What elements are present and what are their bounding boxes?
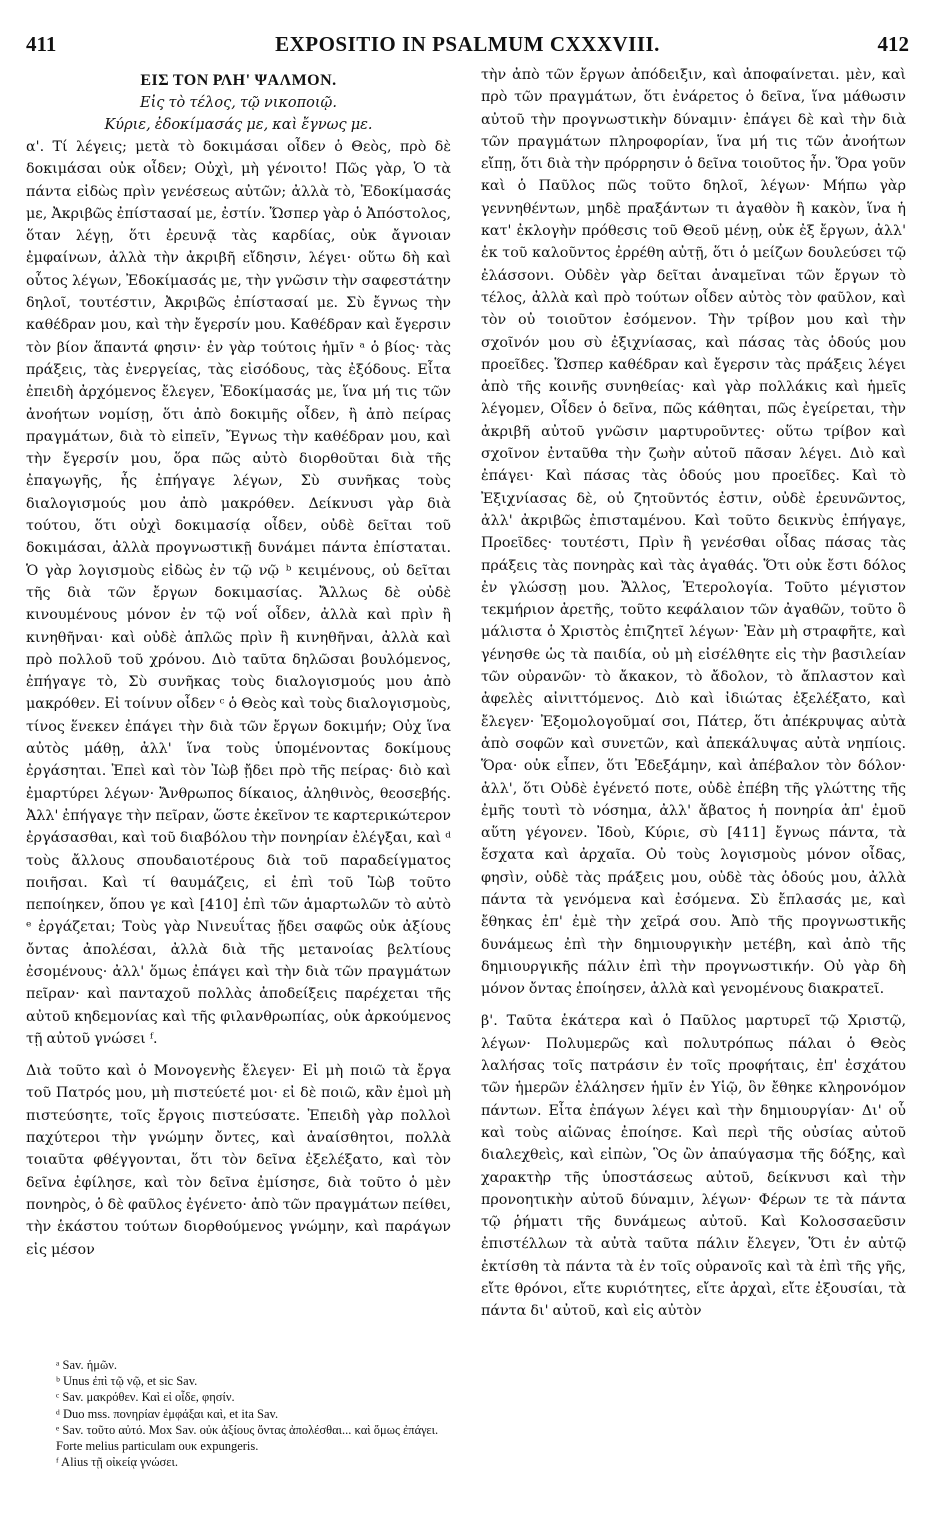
footnote: ᵇ Unus ἐπὶ τῷ νῷ, et sic Sav.	[56, 1374, 198, 1389]
commentary-paragraph: Διὰ τοῦτο καὶ ὁ Μονογενὴς ἔλεγεν· Εἰ μὴ ποιῶ τὰ ἔργα τοῦ Πατρός μου, μὴ πιστεύετέ μοι· εἰ δὲ ποιῶ, κἂν ἐμοὶ μὴ πιστεύσητε, τοῖς ἔργοις πιστεύσατε. Ἐπειδὴ γὰρ πολλοὶ παχύτεροι τὴν γνώμην ὄντες, καὶ ἀναίσθητοι, πολλὰ τοιαῦτα φθέγγονται, ὅτι τὸν δεῖνα ἐξελέξατο, καὶ τὸν δεῖνα ἐφίλησε, καὶ τὸν δεῖνα ἐμίσησε, διὰ τοῦτο ὁ μὲν πονηρὸς, ὁ δὲ φαῦλος ἐγένετο· ἀπὸ τῶν πραγμάτων πείθει, τὴν ἑκάστου τούτων διορθούμενος γνώμην, καὶ παράγων εἰς μέσον	[26, 1063, 451, 1258]
page-number-left: 411	[26, 32, 57, 56]
right-column	[481, 64, 906, 1323]
footnote: ᶠ Alius τῇ οἰκείᾳ γνώσει.	[56, 1455, 179, 1470]
psalm-title: ΕΙΣ ΤΟΝ ΡΛΗ' ΨΑΛΜΟΝ.	[140, 72, 337, 89]
running-header	[26, 32, 909, 58]
psalm-verse: Κύριε, ἐδοκίμασάς με, καὶ ἔγνως με.	[104, 117, 373, 133]
running-title: EXPOSITIO IN PSALMUM CXXXVIII.	[275, 32, 660, 56]
footnotes	[56, 1357, 456, 1470]
commentary-paragraph: β'. Ταῦτα ἑκάτερα καὶ ὁ Παῦλος μαρτυρεῖ τῷ Χριστῷ, λέγων· Πολυμερῶς καὶ πολυτρόπως πάλαι ὁ Θεὸς λαλήσας τοῖς πατράσιν ἐν τοῖς προφήταις, ἐπ' ἐσχάτου τῶν ἡμερῶν ἐλάλησεν ἡμῖν ἐν Υἱῷ, ὃν ἔθηκε κληρονόμον πάντων. Εἶτα ἐπάγων λέγει καὶ τὴν δημιουργίαν· Δι' οὗ καὶ τοὺς αἰῶνας ἐποίησε. Καὶ περὶ τῆς οὐσίας αὐτοῦ διαλεχθεὶς, καὶ εἰπὼν, Ὃς ὢν ἀπαύγασμα τῆς δόξης, καὶ χαρακτὴρ τῆς ὑποστάσεως αὐτοῦ, δείκνυσι καὶ τὴν προνοητικὴν αὐτοῦ δύναμιν, λέγων· Φέρων τε τὰ πάντα τῷ ῥήματι τῆς δυνάμεως αὐτοῦ. Καὶ Κολοσσαεῦσιν ἐπιστέλλων τὰ αὐτὰ ταῦτα πάλιν ἔλεγεν, Ὅτι ἐν αὐτῷ ἐκτίσθη τὰ πάντα τὰ ἐν τοῖς οὐρανοῖς καὶ τὰ ἐπὶ τῆς γῆς, εἴτε θρόνοι, εἴτε κυριότητες, εἴτε ἀρχαὶ, εἴτε ἐξουσίαι, τὰ πάντα δι' αὐτοῦ, καὶ εἰς αὐτὸν	[481, 1013, 906, 1320]
footnote: ᵃ Sav. ἡμῶν.	[56, 1358, 117, 1372]
commentary-paragraph: α'. Τί λέγεις; μετὰ τὸ δοκιμάσαι οἶδεν ὁ Θεὸς, πρὸ δὲ δοκιμάσαι οὐκ οἶδεν; Οὐχὶ, μὴ γένοιτο! Πῶς γὰρ, Ὁ τὰ πάντα εἰδὼς πρὶν γενέσεως αὐτῶν; ἀλλὰ τὸ, Ἐδοκίμασάς με, Ἀκριβῶς ἐπίστασαί με, ἐστίν. Ὥσπερ γὰρ ὁ Ἀπόστολος, ὅταν λέγῃ, ὅτι ἐρευνᾷ τὰς καρδίας, οὐκ ἄγνοιαν ἐμφαίνων, ἀλλὰ τὴν ἀκριβῆ εἴδησιν, λέγει· οὕτω δὴ καὶ οὗτος λέγων, Ἐδοκίμασάς με, τὴν γνῶσιν τὴν σαφεστάτην δηλοῖ, τουτέστιν, Ἀκριβῶς ἐπίστασαί με. Σὺ ἔγνως τὴν καθέδραν μου, καὶ τὴν ἔγερσίν μου. Καθέδραν καὶ ἔγερσιν τὸν βίον ἅπαντά φησιν· ἐν γὰρ τούτοις ἡμῖν ᵃ ὁ βίος· τὰς πράξεις, τὰς ἐνεργείας, τὰς εἰσόδους, τὰς ἐξόδους. Εἶτα ἐπειδὴ ἀρχόμενος ἔλεγεν, Ἐδοκίμασάς με, ἵνα μή τις τῶν ἀνοήτων νομίσῃ, ὅτι ἀπὸ δοκιμῆς οἶδεν, ἢ ἀπὸ πείρας πραγμάτων, διὰ τὸ εἰπεῖν, Ἔγνως τὴν καθέδραν μου, καὶ τὴν ἔγερσίν μου, ὅρα πῶς αὐτὸ διορθοῦται διὰ τῆς ἐπαγωγῆς, ἧς ἐπήγαγε λέγων, Σὺ συνῆκας τοὺς διαλογισμούς μου ἀπὸ μακρόθεν. Δείκνυσι γὰρ διὰ τούτου, ὅτι οὐχὶ δοκιμασίᾳ οἶδεν, οὐδὲ δεῖται τοῦ δοκιμάσαι, ἀλλὰ προγνωστικῇ δυνάμει πάντα ἐπίσταται. Ὁ γὰρ λογισμοὺς εἰδὼς ἐν τῷ νῷ ᵇ κειμένους, οὐ δεῖται τῆς διὰ τῶν ἔργων δοκιμασίας. Ἄλλως δὲ οὐδὲ κινουμένους μόνον ἐν τῷ νοΐ οἶδεν, ἀλλὰ καὶ πρὶν ἢ κινηθῆναι· καὶ οὐδὲ ἁπλῶς πρὶν ἢ κινηθῆναι, ἀλλὰ καὶ πρὸ πολλοῦ τοῦ χρόνου. Διὸ ταῦτα δηλῶσαι βουλόμενος, ἐπήγαγε τὸ, Σὺ συνῆκας τοὺς διαλογισμούς μου ἀπὸ μακρόθεν. Εἰ τοίνυν οἶδεν ᶜ ὁ Θεὸς καὶ τοὺς διαλογισμοὺς, τίνος ἕνεκεν ἐπάγει τὴν διὰ τῶν ἔργων δοκιμήν; Οὐχ ἵνα αὐτὸς μάθῃ, ἀλλ' ἵνα τοὺς ὑπομένοντας δοκίμους ἐργάσηται. Ἐπεὶ καὶ τὸν Ἰὼβ ᾔδει πρὸ τῆς πείρας· διὸ καὶ ἐμαρτύρει λέγων· Ἄνθρωπος δίκαιος, ἀληθινὸς, θεοσεβής. Ἀλλ' ἐπήγαγε τὴν πεῖραν, ὥστε ἐκεῖνον τε καρτερικώτερον ἐργάσασθαι, καὶ τοῦ διαβόλου τὴν πονηρίαν ἐλέγξαι, καὶ ᵈ τοὺς ἄλλους σπουδαιοτέρους διὰ τοῦ παραδείγματος ποιῆσαι. Καὶ τί θαυμάζεις, εἰ ἐπὶ τοῦ Ἰὼβ τοῦτο πεποίηκεν, ὅπου γε καὶ [410] ἐπὶ τῶν ἁμαρτωλῶν τὸ αὐτὸ ᵉ ἐργάζεται; Τοὺς γὰρ Νινευΐτας ᾔδει σαφῶς οὐκ ἀξίους ὄντας ἀπολέσαι, ἀλλὰ διὰ τῆς μετανοίας βελτίους ἐσομένους· ἀλλ' ὅμως ἐπάγει καὶ τὴν διὰ τῶν πραγμάτων πεῖραν· καὶ πανταχοῦ πολλὰς ἀποδείξεις παρέχεται τῆς αὐτοῦ κηδεμονίας καὶ τῆς φιλανθρωπίας, οὐκ ἀρκούμενος τῇ αὐτοῦ γνώσει ᶠ.	[26, 139, 451, 1047]
page-number-right: 412	[877, 32, 909, 56]
footnote: ᵉ Sav. τοῦτο αὐτό. Mox Sav. οὐκ ἀξίους ὄντας ἀπολέσθαι... καὶ ὅμως ἐπάγει. Forte melius particulam ουκ expungeris.	[56, 1422, 439, 1454]
left-column	[26, 70, 451, 1261]
footnote: ᵈ Duo mss. πονηρίαν ἐμφάξαι καὶ, et ita Sav.	[56, 1406, 279, 1421]
psalm-subtitle: Εἰς τὸ τέλος, τῷ νικοποιῷ.	[140, 95, 337, 111]
footnote: ᶜ Sav. μακρόθεν. Καὶ εἰ οἶδε, φησίν.	[56, 1390, 235, 1405]
commentary-paragraph: τὴν ἀπὸ τῶν ἔργων ἀπόδειξιν, καὶ ἀποφαίνεται. μὲν, καὶ πρὸ τῶν πραγμάτων, ὅτι ἐνάρετος ὁ δεῖνα, ἵνα μάθωσιν αὐτοῦ τὴν προγνωστικὴν δύναμιν· ἐπάγει δὲ καὶ τὴν διὰ τῶν πραγμάτων πληροφορίαν, ἵνα μή τις τῶν ἀνοήτων εἴπῃ, ὅτι διὰ τὴν πρόρρησιν ὁ δεῖνα τοιοῦτος ἦν. Ὅρα γοῦν καὶ ὁ Παῦλος πῶς τοῦτο δηλοῖ, λέγων· Μήπω γὰρ γεννηθέντων, μηδὲ πραξάντων τι ἀγαθὸν ἢ κακὸν, ἵνα ἡ κατ' ἐκλογὴν πρόθεσις τοῦ Θεοῦ μένῃ, οὐκ ἐξ ἔργων, ἀλλ' ἐκ τοῦ καλοῦντος ἐρρέθη αὐτῇ, ὅτι ὁ μείζων δουλεύσει τῷ ἐλάσσονι. Οὐδὲν γὰρ δεῖται ἀναμεῖναι τῶν ἔργων τὸ τέλος, ἀλλὰ καὶ πρὸ τούτων οἶδεν αὐτὸς τὸν φαῦλον, καὶ τὸν οὐ τοιοῦτον ἐσόμενον. Τὴν τρίβον μου καὶ τὴν σχοῖνόν μου σὺ ἐξιχνίασας, καὶ πάσας τὰς ὁδούς μου προεῖδες. Ὥσπερ καθέδραν καὶ ἔγερσιν τὰς πράξεις λέγει ἀπὸ τῆς κοινῆς συνηθείας· καὶ γὰρ πολλάκις καὶ ἡμεῖς λέγομεν, Οἶδεν ὁ δεῖνα, πῶς κάθηται, πῶς ἐγείρεται, τὴν ἀκριβῆ αὐτοῦ γνῶσιν μαρτυροῦντες· οὕτω τρίβον καὶ σχοῖνον ἐνταῦθα τὴν ζωὴν αὐτοῦ πᾶσαν λέγει. Διὸ καὶ ἐπάγει· Καὶ πάσας τὰς ὁδούς μου προεῖδες. Καὶ τὸ Ἐξιχνίασας δὲ, οὐ ζητοῦντός ἐστιν, οὐδὲ ἐρευνῶντος, ἀλλ' ἀκριβῶς ἐπισταμένου. Καὶ τοῦτο δεικνὺς ἐπήγαγε, Προεῖδες· τουτέστι, Πρὶν ἢ γενέσθαι οἶδας πάσας τὰς πράξεις τὰς πονηρὰς καὶ τὰς ἀγαθάς. Ὅτι οὐκ ἔστι δόλος ἐν γλώσσῃ μου. Ἄλλος, Ἑτερολογία. Τοῦτο μέγιστον τεκμήριον ἀρετῆς, τοῦτο κεφάλαιον τῶν ἀγαθῶν, τοῦτο ὃ μάλιστα ὁ Χριστὸς ἐπιζητεῖ λέγων· Ἐὰν μὴ στραφῆτε, καὶ γένησθε ὡς τὰ παιδία, οὐ μὴ εἰσέλθητε εἰς τὴν βασιλείαν τῶν οὐρανῶν· τὸ ἄκακον, τὸ ἄδολον, τὸ ἄπλαστον καὶ ἀφελὲς αἰνιττόμενος. Διὸ καὶ ἰδιώτας ἐξελέξατο, καὶ ἔλεγεν· Ἐξομολογοῦμαί σοι, Πάτερ, ὅτι ἀπέκρυψας αὐτὰ ἀπὸ σοφῶν καὶ συνετῶν, καὶ ἀπεκάλυψας αὐτὰ νηπίοις. Ὅρα· οὐκ εἶπεν, ὅτι Ἐδεξάμην, καὶ ἀπέβαλον τὸν δόλον· ἀλλ', ὅτι Οὐδὲ ἐγένετό ποτε, οὐδὲ ἐπέβη τῆς γλώττης τῆς ἐμῆς τουτὶ τὸ νόσημα, ἀλλ' ἄβατος ἡ πονηρία ἀπ' ἐμοῦ αὕτη γέγονεν. Ἰδοὺ, Κύριε, σὺ [411] ἔγνως πάντα, τὰ ἔσχατα καὶ ἀρχαῖα. Οὐ τοὺς λογισμοὺς μόνον οἶδας, φησὶν, οὐδὲ τὰς πράξεις μου, οὐδὲ τὰς ὁδούς μου, ἀλλὰ πάντα τὰ γενόμενα καὶ ἐσόμενα. Σὺ ἔπλασάς με, καὶ ἔθηκας ἐπ' ἐμὲ τὴν χεῖρά σου. Ἀπὸ τῆς προγνωστικῆς δυνάμεως ἐπὶ τὴν δημιουργικὴν μετέβη, καὶ ἀπὸ τῆς δημιουργικῆς πάλιν ἐπὶ τὴν προγνωστικήν. Οὐ γὰρ δὴ μόνον ὄντας ἐποίησεν, ἀλλὰ καὶ γενομένους διακρατεῖ.	[481, 67, 906, 998]
